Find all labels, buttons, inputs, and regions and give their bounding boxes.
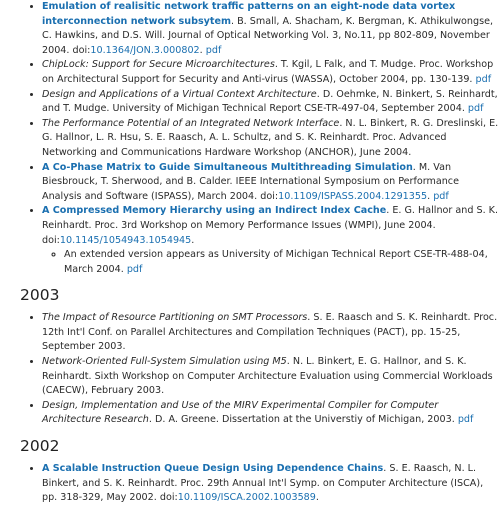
publication-citation: . D. A. Greene. Dissertation at the Universtiy of Michigan, 2003. [148,414,458,426]
publication-title: Network-Oriented Full-System Simulation using M5 [42,356,287,368]
pdf-link[interactable]: pdf [433,190,449,202]
pdf-link[interactable]: pdf [457,414,474,426]
publication-subitem [64,248,500,277]
publication-item [42,117,500,161]
publication-title: The Impact of Resource Partitioning on SMT Processors [42,312,308,324]
publication-title: ChipLock: Support for Secure Microarchitectures [42,59,275,71]
publication-citation: . B. Small, A. Shacham, K. Bergman, K. Athikulwongse, C. Hawkins, and D.S. Will. Journal of Optical Networking Vol. 3, No.11, pp 802-809, November 2004. doi: [42,15,494,56]
pdf-link[interactable]: pdf [126,263,143,275]
publication-citation: . T. Kgil, L Falk, and T. Mudge. Proc. Workshop on Architectural Support for Security and Anti-virus (WASSA), October 2004, pp. 130-139. [42,59,494,85]
publication-title: The Performance Potential of an Integrated Network Interface [42,117,340,129]
separator: . [315,492,319,504]
separator: . [191,234,195,246]
publication-item [42,161,500,205]
publication-item [42,0,500,58]
publication-title-link[interactable]: A Co-Phase Matrix to Guide Simultaneous Multithreading Simulation [42,161,413,173]
year-heading-2002: 2002 [20,437,60,456]
publication-citation: . S. E. Raasch, N. L. Binkert, and S. K. Reinhardt. Proc. 29th Annual Int'l Symp. on Computer Architecture (ISCA), pp. 318-329, May 2002. doi: [42,463,484,504]
publication-citation: . D. Oehmke, N. Binkert, S. Reinhardt, and T. Mudge. University of Michigan Technical Report CSE-TR-497-04, September 2004. [42,88,498,115]
publication-title: Design and Applications of a Virtual Context Architecture [42,88,317,100]
extended-version-note: An extended version appears as University of Michigan Technical Report CSE-TR-488-04, March 2004. [64,249,488,275]
year-heading-2003: 2003 [20,286,60,305]
doi-link[interactable]: 10.1109/ISPASS.2004.1291355 [278,190,428,202]
publication-citation: . S. E. Raasch and S. K. Reinhardt. Proc. 12th Int'l Conf. on Parallel Architectures and Compilation Techniques (PACT), pp. 15-25, September 2003. [42,312,498,353]
publication-title-link[interactable]: A Scalable Instruction Queue Design Using Dependence Chains [42,463,384,475]
pdf-link[interactable]: pdf [205,44,222,56]
publication-item [42,88,500,117]
separator: . [199,44,206,56]
publication-citation: . M. Van Biesbrouck, T. Sherwood, and B. Calder. IEEE International Symposium on Performance Analysis and Software (ISPASS), March 2004. doi: [42,161,459,202]
publication-item [42,355,500,399]
separator: . [427,190,434,202]
publication-item [42,462,500,506]
publication-citation: . N. L. Binkert, R. G. Dreslinski, E. G. Hallnor, L. R. Hsu, S. E. Raasch, A. L. Schultz, and S. K. Reinhardt. Proc. Advanced Networking and Communications Hardware Workshop (ANCHOR), June 2004. [42,117,499,158]
publication-item [42,399,500,428]
publication-title: Design, Implementation and Use of the MIRV Experimental Compiler for Computer Architecture Research [42,399,439,426]
publication-citation: . E. G. Hallnor and S. K. Reinhardt. Proc. 3rd Workshop on Memory Performance Issues (WMPI), June 2004. doi: [42,205,499,246]
pdf-link[interactable]: pdf [467,103,484,115]
doi-link[interactable]: 10.1364/JON.3.000802 [90,44,200,56]
doi-link[interactable]: 10.1109/ISCA.2002.1003589 [177,492,316,504]
doi-link[interactable]: 10.1145/1054943.1054945 [59,234,192,246]
publication-list-2003 [0,311,500,428]
publication-citation: . N. L. Binkert, E. G. Hallnor, and S. K. Reinhardt. Sixth Workshop on Computer Architecture Evaluation using Commercial Workloads (CAECW), February 2003. [42,356,493,397]
publication-item [42,204,500,277]
pdf-link[interactable]: pdf [475,73,492,85]
publication-title-link[interactable]: Emulation of realisitic network traffic patterns on an eight-node data vortex interconnection network subsytem [42,1,456,27]
publication-sublist [42,248,500,277]
publication-list-2002 [0,462,500,506]
publication-item [42,58,500,87]
publication-item [42,311,500,355]
publication-title-link[interactable]: A Compressed Memory Hierarchy using an Indirect Index Cache [42,205,387,217]
